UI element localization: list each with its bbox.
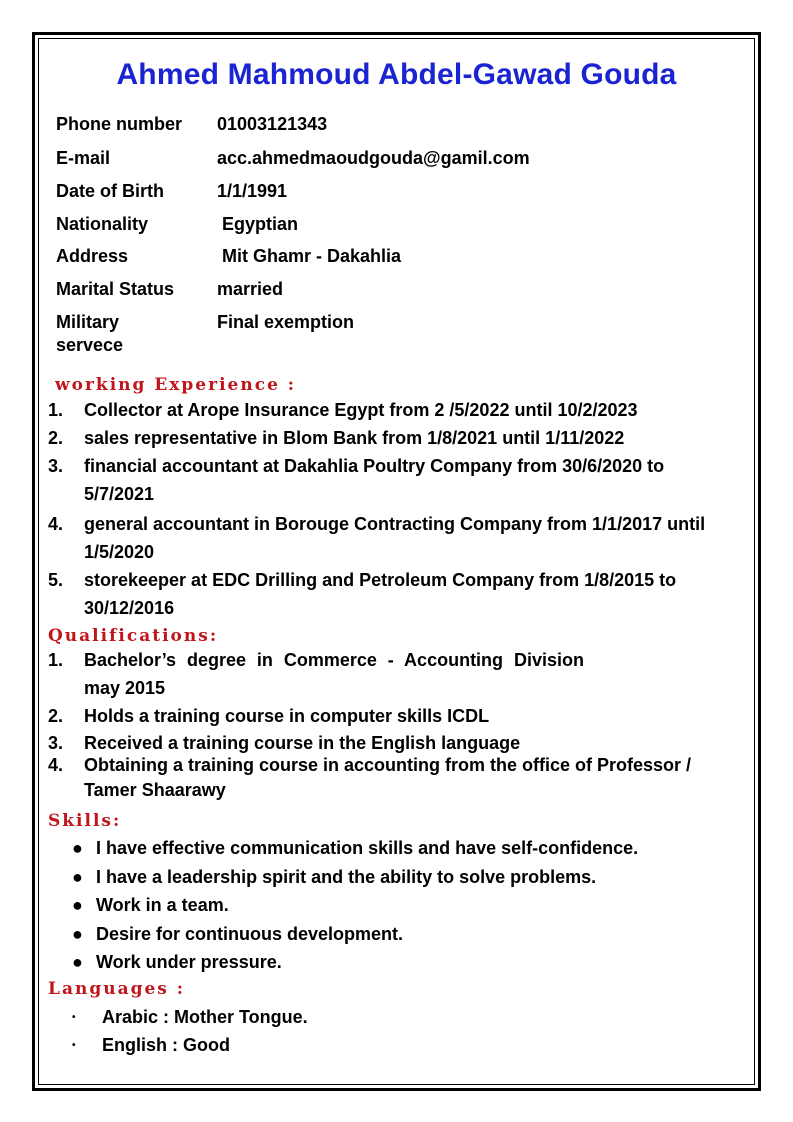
item-text: general accountant in Borouge Contracting Company from 1/1/2017 until 1/5/2020 bbox=[84, 514, 706, 562]
info-value: Mit Ghamr - Dakahlia bbox=[222, 246, 402, 266]
info-label: Marital Status bbox=[56, 279, 175, 299]
info-value: 1/1/1991 bbox=[217, 181, 288, 201]
item-text: Arabic : Mother Tongue. bbox=[102, 1007, 308, 1027]
item-number: 2. bbox=[48, 428, 64, 448]
item-text: storekeeper at EDC Drilling and Petroleum Company from 1/8/2015 to 30/12/2016 bbox=[84, 570, 677, 618]
experience-heading: working Experience : bbox=[55, 375, 297, 395]
candidate-name: Ahmed Mahmoud Abdel-Gawad Gouda bbox=[116, 58, 677, 91]
item-text: Received a training course in the English language bbox=[84, 733, 521, 753]
item-text: Work under pressure. bbox=[96, 952, 282, 972]
bullet-icon: ● bbox=[72, 952, 83, 972]
info-value: 01003121343 bbox=[217, 114, 328, 134]
item-text: I have effective communication skills and have self-confidence. bbox=[96, 838, 639, 858]
bullet-icon: ● bbox=[72, 895, 83, 915]
item-text: Obtaining a training course in accounting from the office of Professor / Tamer Shaarawy bbox=[84, 755, 692, 800]
item-text: Desire for continuous development. bbox=[96, 924, 404, 944]
item-text: Holds a training course in computer skills ICDL bbox=[84, 706, 490, 726]
qualifications-heading: Qualifications: bbox=[48, 626, 219, 646]
info-value: married bbox=[217, 279, 284, 299]
info-label: Address bbox=[56, 246, 129, 266]
bullet-icon: ● bbox=[72, 838, 83, 858]
item-text: Collector at Arope Insurance Egypt from 2 /5/2022 until 10/2/2023 bbox=[84, 400, 638, 420]
info-value: acc.ahmedmaoudgouda@gamil.com bbox=[217, 148, 530, 168]
item-text: financial accountant at Dakahlia Poultry Company from 30/6/2020 to 5/7/2021 bbox=[84, 456, 665, 504]
item-number: 4. bbox=[48, 514, 64, 534]
bullet-icon: ● bbox=[72, 924, 83, 944]
item-number: 3. bbox=[48, 456, 64, 476]
info-value: Egyptian bbox=[222, 214, 299, 234]
item-number: 3. bbox=[48, 733, 64, 753]
skills-heading: Skills: bbox=[48, 811, 122, 831]
bullet-icon: • bbox=[72, 1040, 76, 1051]
item-number: 2. bbox=[48, 706, 64, 726]
info-value: Final exemption bbox=[217, 312, 355, 332]
info-label: E-mail bbox=[56, 148, 111, 168]
item-text: I have a leadership spirit and the ability to solve problems. bbox=[96, 867, 597, 887]
item-text: sales representative in Blom Bank from 1/8/2021 until 1/11/2022 bbox=[84, 428, 625, 448]
bullet-icon: • bbox=[72, 1012, 76, 1023]
item-text: Bachelor’s degree in Commerce - Accounting Division may 2015 bbox=[84, 650, 584, 698]
item-number: 4. bbox=[48, 755, 64, 775]
info-label: Date of Birth bbox=[56, 181, 164, 201]
item-number: 1. bbox=[48, 650, 64, 670]
info-label: Phone number bbox=[56, 114, 183, 134]
languages-heading: Languages : bbox=[48, 979, 186, 999]
item-number: 1. bbox=[48, 400, 64, 420]
info-label: Nationality bbox=[56, 214, 149, 234]
info-label: Military servece bbox=[56, 312, 124, 355]
bullet-icon: ● bbox=[72, 867, 83, 887]
item-number: 5. bbox=[48, 570, 64, 590]
item-text: English : Good bbox=[102, 1035, 230, 1055]
item-text: Work in a team. bbox=[96, 895, 229, 915]
